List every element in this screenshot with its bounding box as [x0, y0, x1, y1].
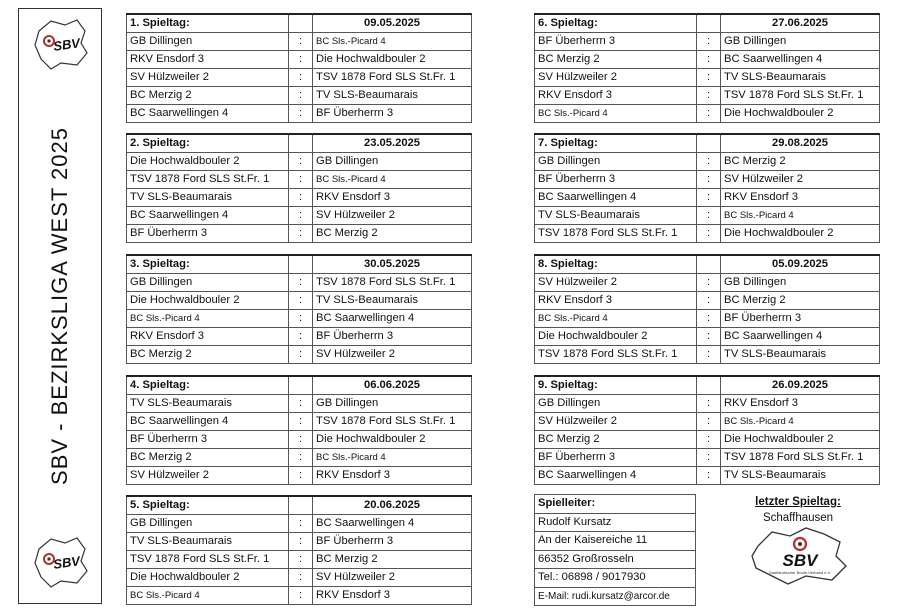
home-team: BF Überherrn 3	[535, 33, 697, 51]
matchday-table	[534, 375, 880, 485]
match-row	[127, 69, 472, 87]
versus-separator: :	[697, 431, 721, 449]
away-team: TV SLS-Beaumarais	[721, 467, 880, 485]
home-team: Die Hochwaldbouler 2	[127, 153, 289, 171]
matchday-label: 3. Spieltag:	[127, 255, 289, 274]
home-team: BC Saarwellingen 4	[127, 413, 289, 431]
sidebar	[18, 8, 102, 604]
home-team: SV Hülzweiler 2	[535, 413, 697, 431]
matchday-label: 6. Spieltag:	[535, 14, 697, 33]
away-team: Die Hochwaldbouler 2	[721, 431, 880, 449]
home-team: TSV 1878 Ford SLS St.Fr. 1	[127, 551, 289, 569]
away-team: TSV 1878 Ford SLS St.Fr. 1	[721, 449, 880, 467]
versus-separator: :	[289, 449, 313, 467]
matchday-header	[535, 255, 880, 274]
header-spacer	[697, 255, 721, 274]
match-row	[535, 292, 880, 310]
match-row	[535, 346, 880, 364]
away-team: BF Überherrn 3	[721, 310, 880, 328]
match-row	[535, 328, 880, 346]
match-row	[535, 395, 880, 413]
away-team: BF Überherrn 3	[313, 105, 472, 123]
match-row	[535, 467, 880, 485]
away-team: GB Dillingen	[313, 395, 472, 413]
matchday-date: 05.09.2025	[721, 255, 880, 274]
away-team: BC Sls.-Picard 4	[721, 413, 880, 431]
match-row	[127, 87, 472, 105]
matchday-table	[126, 13, 472, 123]
away-team: RKV Ensdorf 3	[313, 189, 472, 207]
match-row	[535, 171, 880, 189]
versus-separator: :	[289, 105, 313, 123]
home-team: BF Überherrn 3	[535, 171, 697, 189]
svg-text:Saarländischer Boule-Verband e: Saarländischer Boule-Verband e.V.	[768, 570, 832, 575]
versus-separator: :	[697, 274, 721, 292]
away-team: Die Hochwaldbouler 2	[313, 431, 472, 449]
home-team: GB Dillingen	[127, 515, 289, 533]
away-team: TV SLS-Beaumarais	[721, 69, 880, 87]
match-row	[535, 51, 880, 69]
home-team: TSV 1878 Ford SLS St.Fr. 1	[535, 225, 697, 243]
away-team: BC Merzig 2	[721, 292, 880, 310]
versus-separator: :	[697, 413, 721, 431]
sbv-logo	[748, 524, 850, 586]
match-row	[127, 431, 472, 449]
home-team: BC Merzig 2	[127, 87, 289, 105]
versus-separator: :	[289, 292, 313, 310]
away-team: BC Merzig 2	[721, 153, 880, 171]
versus-separator: :	[697, 105, 721, 123]
versus-separator: :	[289, 225, 313, 243]
matchday-header	[127, 496, 472, 515]
away-team: BC Sls.-Picard 4	[313, 33, 472, 51]
versus-separator: :	[697, 189, 721, 207]
match-row	[535, 69, 880, 87]
home-team: BF Überherrn 3	[127, 431, 289, 449]
versus-separator: :	[289, 413, 313, 431]
away-team: BC Merzig 2	[313, 551, 472, 569]
versus-separator: :	[289, 431, 313, 449]
spielleiter-street: An der Kaisereiche 11	[535, 531, 695, 550]
sbv-logo	[31, 535, 89, 589]
matchday-label: 4. Spieltag:	[127, 376, 289, 395]
match-row	[127, 171, 472, 189]
match-row	[535, 310, 880, 328]
matchday-date: 23.05.2025	[313, 134, 472, 153]
match-row	[535, 225, 880, 243]
match-row	[127, 225, 472, 243]
match-row	[127, 189, 472, 207]
home-team: RKV Ensdorf 3	[535, 292, 697, 310]
versus-separator: :	[697, 207, 721, 225]
matchday-date: 06.06.2025	[313, 376, 472, 395]
home-team: Die Hochwaldbouler 2	[535, 328, 697, 346]
versus-separator: :	[289, 207, 313, 225]
versus-separator: :	[289, 515, 313, 533]
versus-separator: :	[289, 395, 313, 413]
match-row	[127, 328, 472, 346]
header-spacer	[697, 134, 721, 153]
away-team: Die Hochwaldbouler 2	[721, 105, 880, 123]
matchday-label: 1. Spieltag:	[127, 14, 289, 33]
home-team: BC Merzig 2	[535, 51, 697, 69]
versus-separator: :	[289, 310, 313, 328]
versus-separator: :	[697, 87, 721, 105]
svg-text:SBV: SBV	[52, 35, 81, 54]
matchday-date: 30.05.2025	[313, 255, 472, 274]
matchday-date: 20.06.2025	[313, 496, 472, 515]
home-team: SV Hülzweiler 2	[535, 69, 697, 87]
home-team: GB Dillingen	[535, 395, 697, 413]
away-team: TV SLS-Beaumarais	[721, 346, 880, 364]
matchday-table	[534, 13, 880, 123]
home-team: SV Hülzweiler 2	[535, 274, 697, 292]
header-spacer	[289, 255, 313, 274]
home-team: TV SLS-Beaumarais	[127, 395, 289, 413]
versus-separator: :	[697, 171, 721, 189]
match-row	[127, 569, 472, 587]
away-team: TSV 1878 Ford SLS St.Fr. 1	[313, 413, 472, 431]
home-team: BC Sls.-Picard 4	[127, 587, 289, 605]
match-row	[127, 274, 472, 292]
matchday-header	[127, 14, 472, 33]
matchday-label: 2. Spieltag:	[127, 134, 289, 153]
home-team: TV SLS-Beaumarais	[127, 533, 289, 551]
home-team: GB Dillingen	[535, 153, 697, 171]
away-team: BC Merzig 2	[313, 225, 472, 243]
away-team: BC Saarwellingen 4	[721, 51, 880, 69]
away-team: SV Hülzweiler 2	[313, 569, 472, 587]
matchday-table	[534, 254, 880, 364]
away-team: Die Hochwaldbouler 2	[721, 225, 880, 243]
match-row	[127, 105, 472, 123]
versus-separator: :	[697, 69, 721, 87]
versus-separator: :	[289, 346, 313, 364]
home-team: BC Sls.-Picard 4	[127, 310, 289, 328]
home-team: BC Sls.-Picard 4	[535, 310, 697, 328]
match-row	[127, 449, 472, 467]
versus-separator: :	[289, 33, 313, 51]
svg-text:SBV: SBV	[52, 553, 81, 572]
match-row	[127, 467, 472, 485]
match-row	[127, 413, 472, 431]
home-team: BF Überherrn 3	[127, 225, 289, 243]
home-team: RKV Ensdorf 3	[127, 328, 289, 346]
matchday-table	[126, 133, 472, 243]
match-row	[127, 51, 472, 69]
match-row	[535, 87, 880, 105]
away-team: RKV Ensdorf 3	[313, 587, 472, 605]
match-row	[127, 33, 472, 51]
matchday-table	[126, 495, 472, 605]
versus-separator: :	[697, 467, 721, 485]
matchday-date: 09.05.2025	[313, 14, 472, 33]
away-team: TSV 1878 Ford SLS St.Fr. 1	[313, 69, 472, 87]
spielleiter-label: Spielleiter:	[538, 497, 596, 509]
away-team: BC Sls.-Picard 4	[721, 207, 880, 225]
away-team: GB Dillingen	[721, 33, 880, 51]
header-spacer	[289, 376, 313, 395]
spielleiter-email[interactable]: E-Mail: rudi.kursatz@arcor.de	[535, 587, 695, 606]
svg-text:SBV: SBV	[782, 551, 818, 570]
versus-separator: :	[289, 467, 313, 485]
page-title: SBV - BEZIRKSLIGA WEST 2025	[47, 127, 72, 485]
versus-separator: :	[697, 328, 721, 346]
home-team: BC Merzig 2	[535, 431, 697, 449]
home-team: GB Dillingen	[127, 33, 289, 51]
match-row	[127, 207, 472, 225]
home-team: Die Hochwaldbouler 2	[127, 292, 289, 310]
away-team: RKV Ensdorf 3	[313, 467, 472, 485]
match-row	[127, 153, 472, 171]
versus-separator: :	[289, 533, 313, 551]
versus-separator: :	[289, 153, 313, 171]
home-team: BC Sls.-Picard 4	[535, 105, 697, 123]
match-row	[127, 395, 472, 413]
matchday-label: 9. Spieltag:	[535, 376, 697, 395]
versus-separator: :	[289, 274, 313, 292]
match-row	[535, 105, 880, 123]
matchday-label: 7. Spieltag:	[535, 134, 697, 153]
header-spacer	[697, 14, 721, 33]
versus-separator: :	[289, 87, 313, 105]
home-team: TV SLS-Beaumarais	[535, 207, 697, 225]
match-row	[535, 207, 880, 225]
versus-separator: :	[289, 171, 313, 189]
header-spacer	[697, 376, 721, 395]
matchday-header	[127, 255, 472, 274]
match-row	[127, 515, 472, 533]
away-team: RKV Ensdorf 3	[721, 395, 880, 413]
away-team: BC Sls.-Picard 4	[313, 171, 472, 189]
versus-separator: :	[697, 449, 721, 467]
home-team: TSV 1878 Ford SLS St.Fr. 1	[127, 171, 289, 189]
home-team: TSV 1878 Ford SLS St.Fr. 1	[535, 346, 697, 364]
match-row	[535, 153, 880, 171]
away-team: SV Hülzweiler 2	[721, 171, 880, 189]
match-row	[127, 310, 472, 328]
home-team: Die Hochwaldbouler 2	[127, 569, 289, 587]
matchday-table	[534, 133, 880, 243]
match-row	[127, 533, 472, 551]
away-team: BF Überherrn 3	[313, 328, 472, 346]
match-row	[535, 274, 880, 292]
home-team: RKV Ensdorf 3	[535, 87, 697, 105]
spielleiter-box	[534, 494, 696, 606]
match-row	[535, 33, 880, 51]
sbv-logo	[31, 17, 89, 71]
matchday-label: 5. Spieltag:	[127, 496, 289, 515]
matchday-label: 8. Spieltag:	[535, 255, 697, 274]
away-team: Die Hochwaldbouler 2	[313, 51, 472, 69]
spielleiter-city: 66352 Großrosseln	[535, 550, 695, 569]
away-team: BC Saarwellingen 4	[721, 328, 880, 346]
match-row	[127, 551, 472, 569]
away-team: SV Hülzweiler 2	[313, 207, 472, 225]
home-team: BC Saarwellingen 4	[535, 467, 697, 485]
match-row	[535, 431, 880, 449]
versus-separator: :	[697, 395, 721, 413]
matchday-header	[535, 134, 880, 153]
versus-separator: :	[697, 310, 721, 328]
versus-separator: :	[289, 69, 313, 87]
matchday-date: 29.08.2025	[721, 134, 880, 153]
matchday-header	[127, 134, 472, 153]
matchday-header	[535, 376, 880, 395]
spielleiter-name: Rudolf Kursatz	[535, 513, 695, 532]
away-team: BC Sls.-Picard 4	[313, 449, 472, 467]
away-team: GB Dillingen	[313, 153, 472, 171]
versus-separator: :	[289, 587, 313, 605]
versus-separator: :	[289, 189, 313, 207]
last-matchday-location: Schaffhausen	[762, 512, 834, 524]
versus-separator: :	[289, 51, 313, 69]
matchday-date: 26.09.2025	[721, 376, 880, 395]
matchday-header	[535, 14, 880, 33]
matchday-table	[126, 375, 472, 485]
match-row	[535, 189, 880, 207]
away-team: SV Hülzweiler 2	[313, 346, 472, 364]
home-team: TV SLS-Beaumarais	[127, 189, 289, 207]
home-team: BC Merzig 2	[127, 449, 289, 467]
home-team: BC Saarwellingen 4	[127, 207, 289, 225]
home-team: SV Hülzweiler 2	[127, 69, 289, 87]
away-team: GB Dillingen	[721, 274, 880, 292]
spielleiter-phone: Tel.: 06898 / 9017930	[535, 568, 695, 587]
home-team: SV Hülzweiler 2	[127, 467, 289, 485]
match-row	[127, 292, 472, 310]
away-team: TSV 1878 Ford SLS St.Fr. 1	[313, 274, 472, 292]
home-team: RKV Ensdorf 3	[127, 51, 289, 69]
away-team: RKV Ensdorf 3	[721, 189, 880, 207]
away-team: BF Überherrn 3	[313, 533, 472, 551]
versus-separator: :	[697, 51, 721, 69]
match-row	[535, 449, 880, 467]
home-team: BC Saarwellingen 4	[535, 189, 697, 207]
match-row	[127, 587, 472, 605]
versus-separator: :	[697, 33, 721, 51]
versus-separator: :	[697, 225, 721, 243]
home-team: GB Dillingen	[127, 274, 289, 292]
versus-separator: :	[289, 551, 313, 569]
home-team: BF Überherrn 3	[535, 449, 697, 467]
matchday-date: 27.06.2025	[721, 14, 880, 33]
header-spacer	[289, 134, 313, 153]
away-team: TV SLS-Beaumarais	[313, 87, 472, 105]
match-row	[127, 346, 472, 364]
header-spacer	[289, 14, 313, 33]
versus-separator: :	[289, 569, 313, 587]
away-team: TV SLS-Beaumarais	[313, 292, 472, 310]
home-team: BC Merzig 2	[127, 346, 289, 364]
matchday-header	[127, 376, 472, 395]
away-team: TSV 1878 Ford SLS St.Fr. 1	[721, 87, 880, 105]
versus-separator: :	[697, 153, 721, 171]
versus-separator: :	[289, 328, 313, 346]
versus-separator: :	[697, 292, 721, 310]
matchday-table	[126, 254, 472, 364]
versus-separator: :	[697, 346, 721, 364]
match-row	[535, 413, 880, 431]
header-spacer	[289, 496, 313, 515]
last-matchday-label: letzter Spieltag:	[755, 496, 841, 508]
home-team: BC Saarwellingen 4	[127, 105, 289, 123]
away-team: BC Saarwellingen 4	[313, 310, 472, 328]
away-team: BC Saarwellingen 4	[313, 515, 472, 533]
last-matchday	[728, 496, 868, 524]
